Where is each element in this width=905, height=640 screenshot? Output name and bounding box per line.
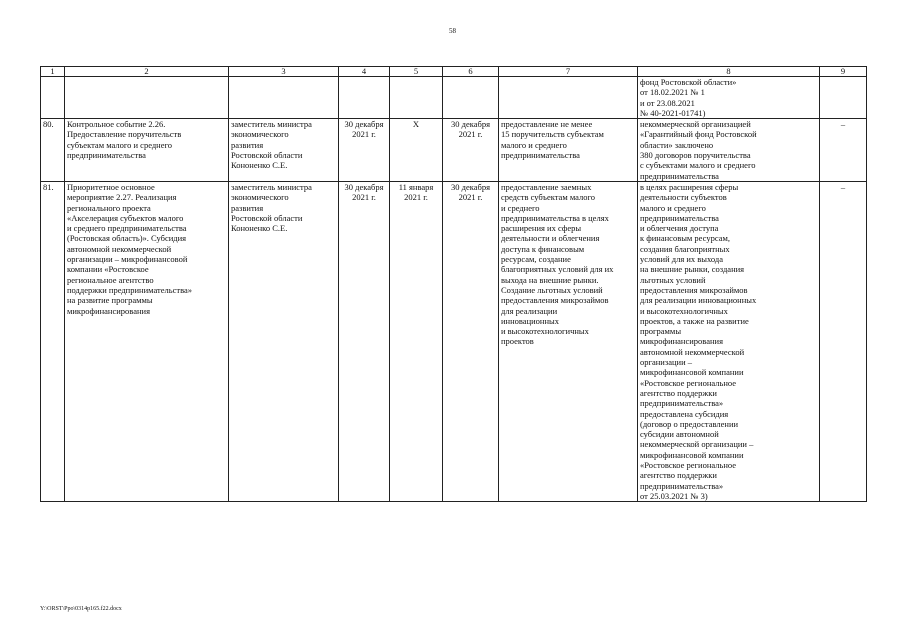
status-cell: фонд Ростовской области» от 18.02.2021 № 1 и от 23.08.2021 № 40-2021-01741) bbox=[638, 77, 820, 119]
column-header: 4 bbox=[339, 67, 390, 77]
column-header: 9 bbox=[820, 67, 867, 77]
responsible-person: заместитель министра экономического развития Ростовской области Кононенко С.Е. bbox=[229, 181, 339, 501]
end-date: 30 декабря 2021 г. bbox=[443, 181, 499, 501]
column-header: 2 bbox=[65, 67, 229, 77]
row-number: 80. bbox=[41, 119, 65, 182]
row-number: 81. bbox=[41, 181, 65, 501]
table-row bbox=[41, 119, 867, 182]
actual-start-date: 11 января 2021 г. bbox=[390, 181, 443, 501]
table-row bbox=[41, 181, 867, 501]
column-number-row bbox=[41, 67, 867, 77]
planned-date: 30 декабря 2021 г. bbox=[339, 119, 390, 182]
note-cell: – bbox=[820, 119, 867, 182]
activity-name: Контрольное событие 2.26. Предоставление поручительств субъектам малого и среднего предпринимательства bbox=[65, 119, 229, 182]
planned-date: 30 декабря 2021 г. bbox=[339, 181, 390, 501]
report-table bbox=[40, 66, 867, 502]
actual-start-date: X bbox=[390, 119, 443, 182]
expected-result: предоставление заемных средств субъектам малого и среднего предпринимательства в целях расширения их сферы деятельности и облегчения доступа к финансовым ресурсам, создание благоприятных условий для их выхода на внешние рынки. Создание льготных условий предоставления микрозаймов для реализации инновационных и высокотехнологичных проектов bbox=[499, 181, 638, 501]
column-header: 7 bbox=[499, 67, 638, 77]
column-header: 6 bbox=[443, 67, 499, 77]
column-header: 8 bbox=[638, 67, 820, 77]
status-cell: некоммерческой организацией «Гарантийный фонд Ростовской области» заключено 380 договоров поручительства с субъектами малого и среднего предпринимательства bbox=[638, 119, 820, 182]
expected-result: предоставление не менее 15 поручительств субъектам малого и среднего предпринимательства bbox=[499, 119, 638, 182]
page-number: 58 bbox=[449, 27, 456, 35]
continuation-row bbox=[41, 77, 867, 119]
activity-name: Приоритетное основное мероприятие 2.27. Реализация регионального проекта «Акселерация субъектов малого и среднего предпринимательства (Ростовская область)». Субсидия автономной некоммерческой организации – микрофинансовой компании «Ростовское региональное агентство поддержки предпринимательства» на развитие программы микрофинансирования bbox=[65, 181, 229, 501]
column-header: 5 bbox=[390, 67, 443, 77]
file-path-footer: Y:\ORST\Ppo\0314p165.f22.docx bbox=[40, 606, 122, 612]
column-header: 3 bbox=[229, 67, 339, 77]
status-cell: в целях расширения сферы деятельности субъектов малого и среднего предпринимательства и облегчения доступа к финансовым ресурсам, создания благоприятных условий для их выхода на внешние рынки, создания льготных условий предоставления микрозаймов для реализации инновационных и высокотехнологичных проектов, а также на развитие программы микрофинансирования автономной некоммерческой организации – микрофинансовой компании «Ростовское региональное агентство поддержки предпринимательства» предоставлена субсидия (договор о предоставлении субсидии автономной некоммерческой организации – микрофинансовой компании «Ростовское региональное агентство поддержки предпринимательства» от 25.03.2021 № 3) bbox=[638, 181, 820, 501]
end-date: 30 декабря 2021 г. bbox=[443, 119, 499, 182]
note-cell: – bbox=[820, 181, 867, 501]
responsible-person: заместитель министра экономического развития Ростовской области Кононенко С.Е. bbox=[229, 119, 339, 182]
column-header: 1 bbox=[41, 67, 65, 77]
